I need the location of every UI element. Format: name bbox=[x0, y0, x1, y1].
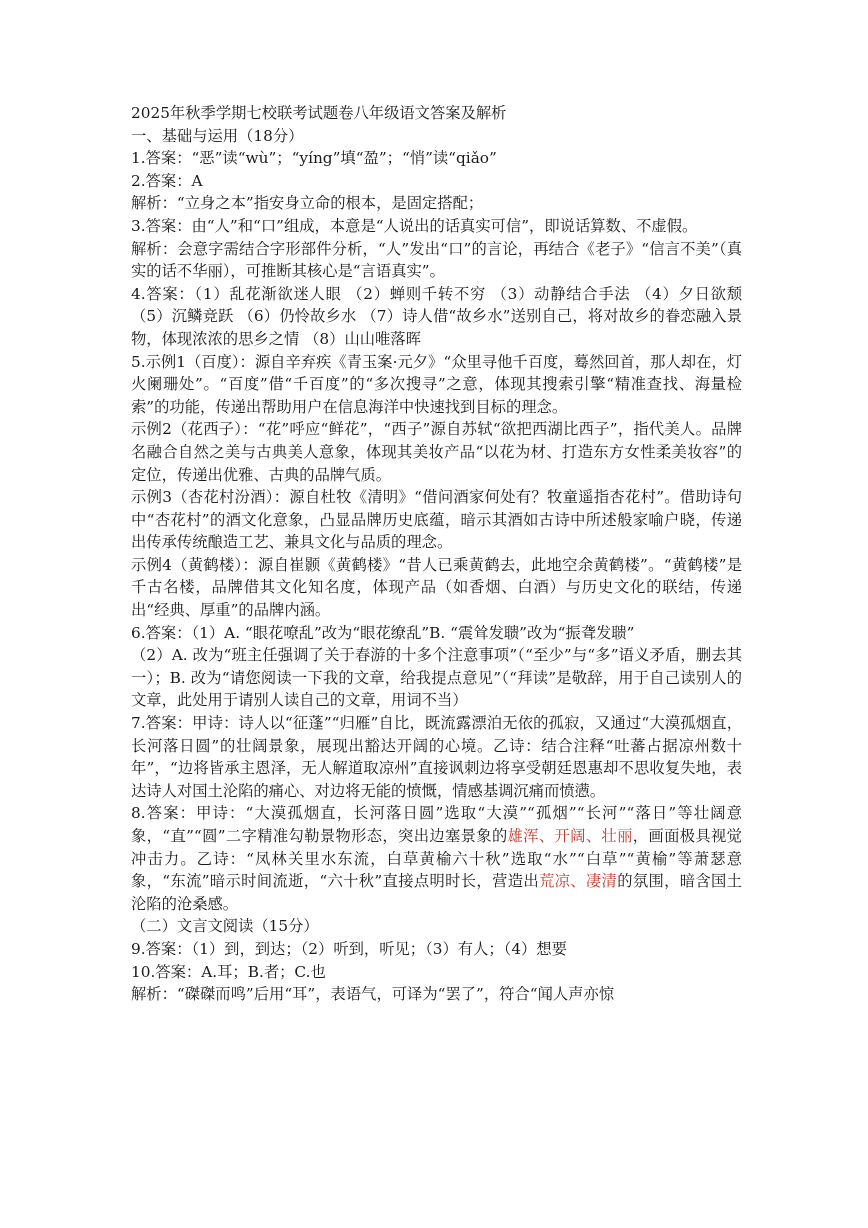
answer-q8-text-c: 的氛围，暗含国土沦陷的沧桑感。 bbox=[131, 872, 742, 913]
answer-q9: 9.答案：（1）到，到达；（2）听到，听见；（3）有人；（4）想要 bbox=[131, 939, 567, 958]
analysis-q2: 解析：“立身之本”指安身立命的根本，是固定搭配； bbox=[131, 194, 484, 213]
answer-document bbox=[131, 102, 742, 1006]
answer-q8-text-a: 8.答案：甲诗：“大漠孤烟直，长河落日圆”选取“大漠”“孤烟”“长河”“落日”等壮阔意象，“直”“圆”二字精准勾勒景物形态，突出边塞景象的 bbox=[131, 804, 742, 845]
answer-q10: 10.答案：A.耳；B.者；C.也 bbox=[131, 962, 326, 981]
analysis-q10: 解析：“磔磔而鸣”后用“耳”，表语气，可译为“罢了”，符合“闻人声亦惊 bbox=[131, 985, 615, 1004]
answer-q5-example4: 示例4（黄鹤楼）：源自崔颢《黄鹤楼》“昔人已乘黄鹤去，此地空余黄鹤楼”。“黄鹤楼”是千古名楼，品牌借其文化知名度，体现产品（如香烟、白酒）与历史文化的联结，传递出“经典、厚重”的品牌内涵。 bbox=[131, 555, 742, 620]
answer-q6-part1: 6.答案：（1）A. “眼花嘹乱”改为“眼花缭乱”B. “震耸发聩”改为“振聋发聩” bbox=[131, 623, 635, 642]
answer-q3: 3.答案：由“人”和“口”组成，本意是“人说出的话真实可信”，即说话算数、不虚假。 bbox=[131, 216, 698, 235]
document-title: 2025年秋季学期七校联考试题卷八年级语文答案及解析 bbox=[131, 104, 507, 122]
section-heading-classical: （二）文言文阅读（15分） bbox=[131, 917, 319, 936]
answer-q6-part2: （2）A. 改为“班主任强调了关于春游的十多个注意事项”（“至少”与“多”语义矛盾，删去其一）；B. 改为“请您阅读一下我的文章，给我提点意见”（“拜读”是敬辞，用于自己读别人的文章，此处用于请别人读自己的文章，用词不当） bbox=[131, 646, 742, 710]
analysis-q3: 解析：会意字需结合字形部件分析，“人”发出“口”的言论，再结合《老子》“信言不美”（真实的话不华丽），可推断其核心是“言语真实”。 bbox=[131, 239, 742, 281]
answer-q8-highlight-1: 雄浑、开阔、壮丽 bbox=[507, 827, 633, 845]
answer-q1: 1.答案：“恶”读“wù”；“yíng”填“盈”；“悄”读“qiǎo” bbox=[131, 149, 497, 168]
answer-q5-example2: 示例2（花西子）：“花”呼应“鲜花”，“西子”源自苏轼“欲把西湖比西子”，指代美人。品牌名融合自然之美与古典美人意象，体现其美妆产品“以花为材、打造东方女性柔美妆容”的定位，传递出优雅、古典的品牌气质。 bbox=[131, 420, 742, 484]
answer-q2: 2.答案：A bbox=[131, 171, 203, 190]
answer-q4: 4.答案：（1）乱花渐欲迷人眼 （2）蝉则千转不穷 （3）动静结合手法 （4）夕日欲颓 （5）沉鳞竞跃 （6）仍怜故乡水 （7）诗人借“故乡水”送别自己，将对故乡的眷恋融入景物，体现浓浓的思乡之情 （8）山山唯落晖 bbox=[131, 284, 742, 348]
answer-q5-example3: 示例3（杏花村汾酒）：源自杜牧《清明》“借问酒家何处有？牧童遥指杏花村”。借助诗句中“杏花村”的酒文化意象，凸显品牌历史底蕴，暗示其酒如古诗中所述般家喻户晓，传递出传承传统酿造工艺、兼具文化与品质的理念。 bbox=[131, 488, 742, 552]
section-heading-basics: 一、基础与运用（18分） bbox=[131, 126, 304, 145]
answer-q7: 7.答案：甲诗：诗人以“征蓬”“归雁”自比，既流露漂泊无依的孤寂，又通过“大漠孤烟直，长河落日圆”的壮阔景象，展现出豁达开阔的心境。乙诗：结合注释“吐蕃占据凉州数十年”，“边将皆承主恩泽，无人解道取凉州”直接讽刺边将享受朝廷恩惠却不思收复失地，表达诗人对国土沦陷的痛心、对边将无能的愤慨，情感基调沉痛而愤懑。 bbox=[131, 714, 742, 800]
answer-q5-example1: 5.示例1（百度）：源自辛弃疾《青玉案·元夕》“众里寻他千百度，蓦然回首，那人却在，灯火阑珊处”。“百度”借“千百度”的“多次搜寻”之意，体现其搜索引擎“精准查找、海量检索”的功能，传递出帮助用户在信息海洋中快速找到目标的理念。 bbox=[131, 352, 742, 416]
answer-q8 bbox=[131, 802, 742, 915]
answer-q8-text-b: ，画面极具视觉冲击力。乙诗：“凤林关里水东流，白草黄榆六十秋”选取“水”“白草”“黄榆”等萧瑟意象，“东流”暗示时间流逝，“六十秋”直接点明时长，营造出 bbox=[131, 827, 742, 891]
answer-q8-highlight-2: 荒凉、凄清 bbox=[539, 872, 618, 891]
